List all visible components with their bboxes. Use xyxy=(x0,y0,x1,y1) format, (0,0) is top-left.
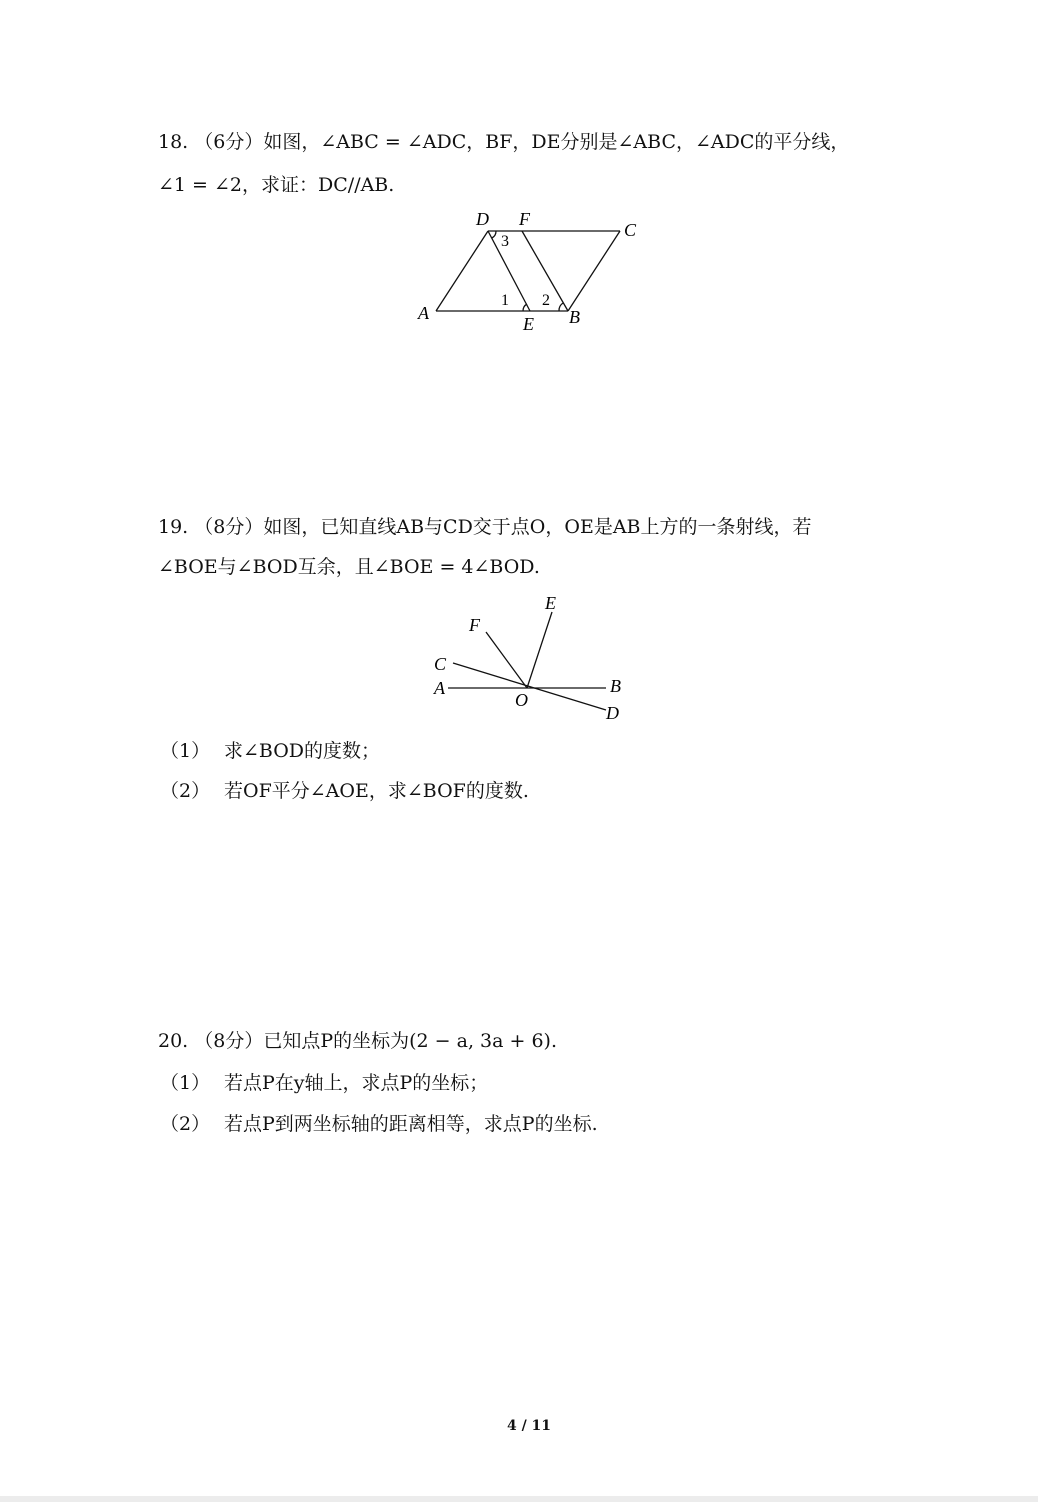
part-text: 若点P在y轴上，求点P的坐标； xyxy=(224,1072,489,1094)
segment-DE xyxy=(488,231,530,311)
part-number: （1） xyxy=(160,740,211,762)
part-number: （1） xyxy=(160,1072,211,1094)
problem-20-line-1: 20. （8分）已知点P的坐标为(2 − a, 3a + 6). xyxy=(158,1030,557,1052)
problem-18-line-1: 18. （6分）如图，∠ABC = ∠ADC，BF，DE分别是∠ABC，∠ADC的平分线， xyxy=(158,131,850,153)
angle-2-arc xyxy=(559,303,563,311)
point-label-D: D xyxy=(606,703,619,723)
problem-18-line-2: ∠1 = ∠2，求证：DC//AB. xyxy=(158,174,395,196)
angle-label-1: 1 xyxy=(501,292,509,309)
segment-BC xyxy=(568,231,620,311)
line-CD xyxy=(453,663,606,710)
parallelogram-figure xyxy=(400,205,660,340)
point-label-E: E xyxy=(545,593,556,613)
point-label-B: B xyxy=(569,307,580,327)
point-label-C: C xyxy=(624,220,637,240)
angle-3-arc xyxy=(492,231,496,238)
viewer-bottom-strip xyxy=(0,1496,1038,1502)
problem-19-line-1: 19. （8分）如图，已知直线AB与CD交于点O，OE是AB上方的一条射线，若 xyxy=(158,516,812,538)
point-label-B: B xyxy=(610,676,621,696)
part-text: 若OF平分∠AOE，求∠BOF的度数. xyxy=(224,780,529,802)
angle-label-2: 2 xyxy=(542,292,550,309)
point-label-F: F xyxy=(519,209,530,229)
point-label-D: D xyxy=(476,209,489,229)
part-number: （2） xyxy=(160,780,211,802)
point-label-O: O xyxy=(515,690,528,710)
angle-1-arc xyxy=(523,304,527,311)
problem-19-line-2: ∠BOE与∠BOD互余，且∠BOE = 4∠BOD. xyxy=(158,556,540,578)
angle-label-3: 3 xyxy=(501,233,509,250)
problem-20-part-2 xyxy=(160,1110,598,1138)
point-label-A: A xyxy=(434,678,445,698)
problem-20-part-1 xyxy=(160,1069,488,1097)
problem-19-part-2 xyxy=(160,777,529,805)
part-text: 求∠BOD的度数； xyxy=(224,740,381,762)
part-number: （2） xyxy=(160,1113,211,1135)
part-text: 若点P到两坐标轴的距离相等，求点P的坐标. xyxy=(224,1113,598,1135)
point-label-C: C xyxy=(434,654,447,674)
page-number: 4 / 11 xyxy=(506,1418,552,1434)
ray-OE xyxy=(527,612,552,688)
segment-AD xyxy=(436,231,488,311)
problem-19-part-1 xyxy=(160,737,380,765)
point-label-A: A xyxy=(418,303,429,323)
point-label-E: E xyxy=(523,314,534,334)
intersecting-lines-figure xyxy=(420,590,640,725)
point-label-F: F xyxy=(469,615,480,635)
